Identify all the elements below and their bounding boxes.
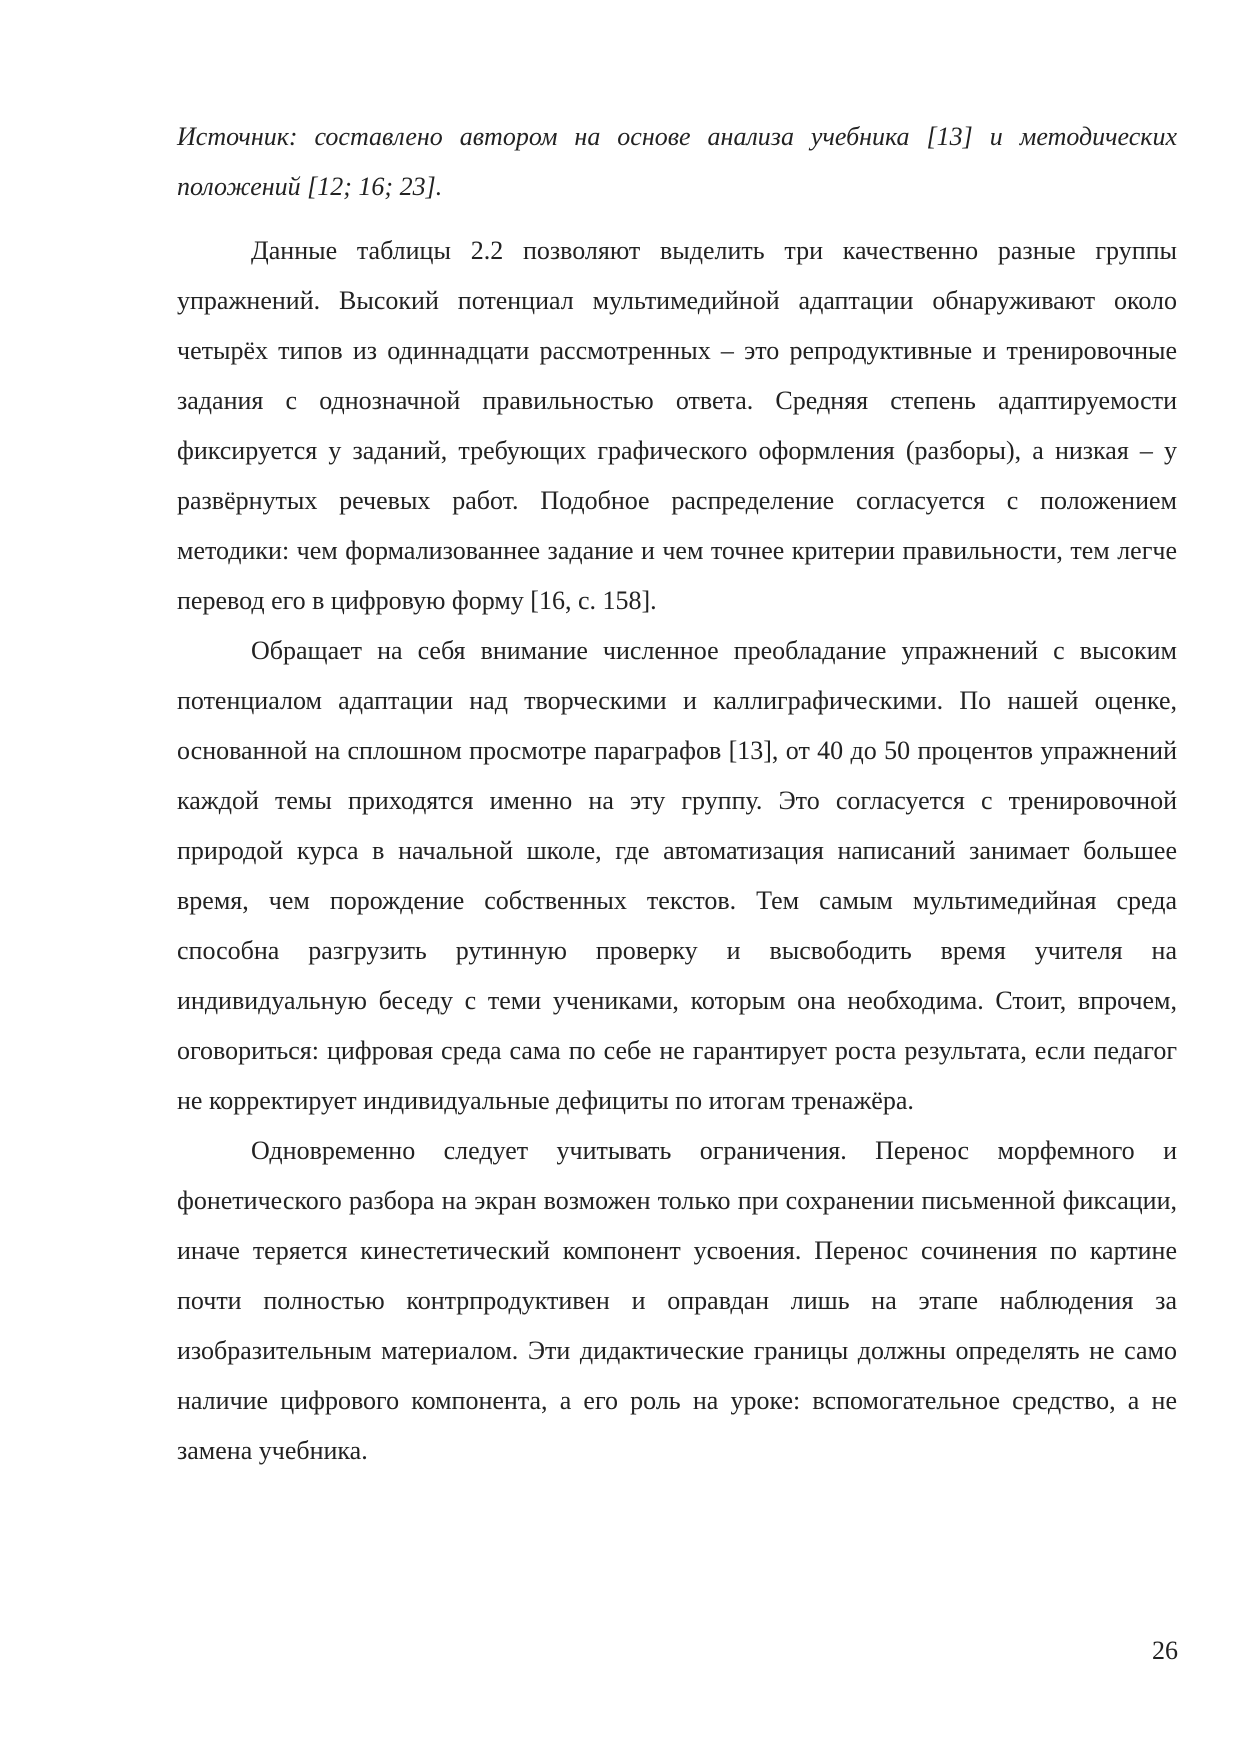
page-number: 26 [1152,1636,1178,1665]
paragraph-1: Данные таблицы 2.2 позволяют выделить три качественно разные группы упражнений. Высокий потенциал мультимедийной адаптации обнаруживают около четырёх типов из одиннадцати рассмотренных – это репродуктивные и тренировочные задания с однозначной правильностью ответа. Средняя степень адаптируемости фиксируется у заданий, требующих графического оформления (разборы), а низкая – у развёрнутых речевых работ. Подобное распределение согласуется с положением методики: чем формализованнее задание и чем точнее критерии правильности, тем легче перевод его в цифровую форму [16, с. 158]. [177,236,1177,615]
paragraph-2: Обращает на себя внимание численное преобладание упражнений с высоким потенциалом адаптации над творческими и каллиграфическими. По нашей оценке, основанной на сплошном просмотре параграфов [13], от 40 до 50 процентов упражнений каждой темы приходятся именно на эту группу. Это согласуется с тренировочной природой курса в начальной школе, где автоматизация написаний занимает большее время, чем порождение собственных текстов. Тем самым мультимедийная среда способна разгрузить рутинную проверку и высвободить время учителя на индивидуальную беседу с теми учениками, которым она необходима. Стоит, впрочем, оговориться: цифровая среда сама по себе не гарантирует роста результата, если педагог не корректирует индивидуальные дефициты по итогам тренажёра. [177,636,1177,1115]
page-body [177,112,1177,1476]
paragraph-3: Одновременно следует учитывать ограничения. Перенос морфемного и фонетического разбора на экран возможен только при сохранении письменной фиксации, иначе теряется кинестетический компонент усвоения. Перенос сочинения по картине почти полностью контрпродуктивен и оправдан лишь на этапе наблюдения за изобразительным материалом. Эти дидактические границы должны определять не само наличие цифрового компонента, а его роль на уроке: вспомогательное средство, а не замена учебника. [177,1136,1177,1465]
source-note: Источник: составлено автором на основе анализа учебника [13] и методических положений [12; 16; 23]. [177,122,1177,201]
